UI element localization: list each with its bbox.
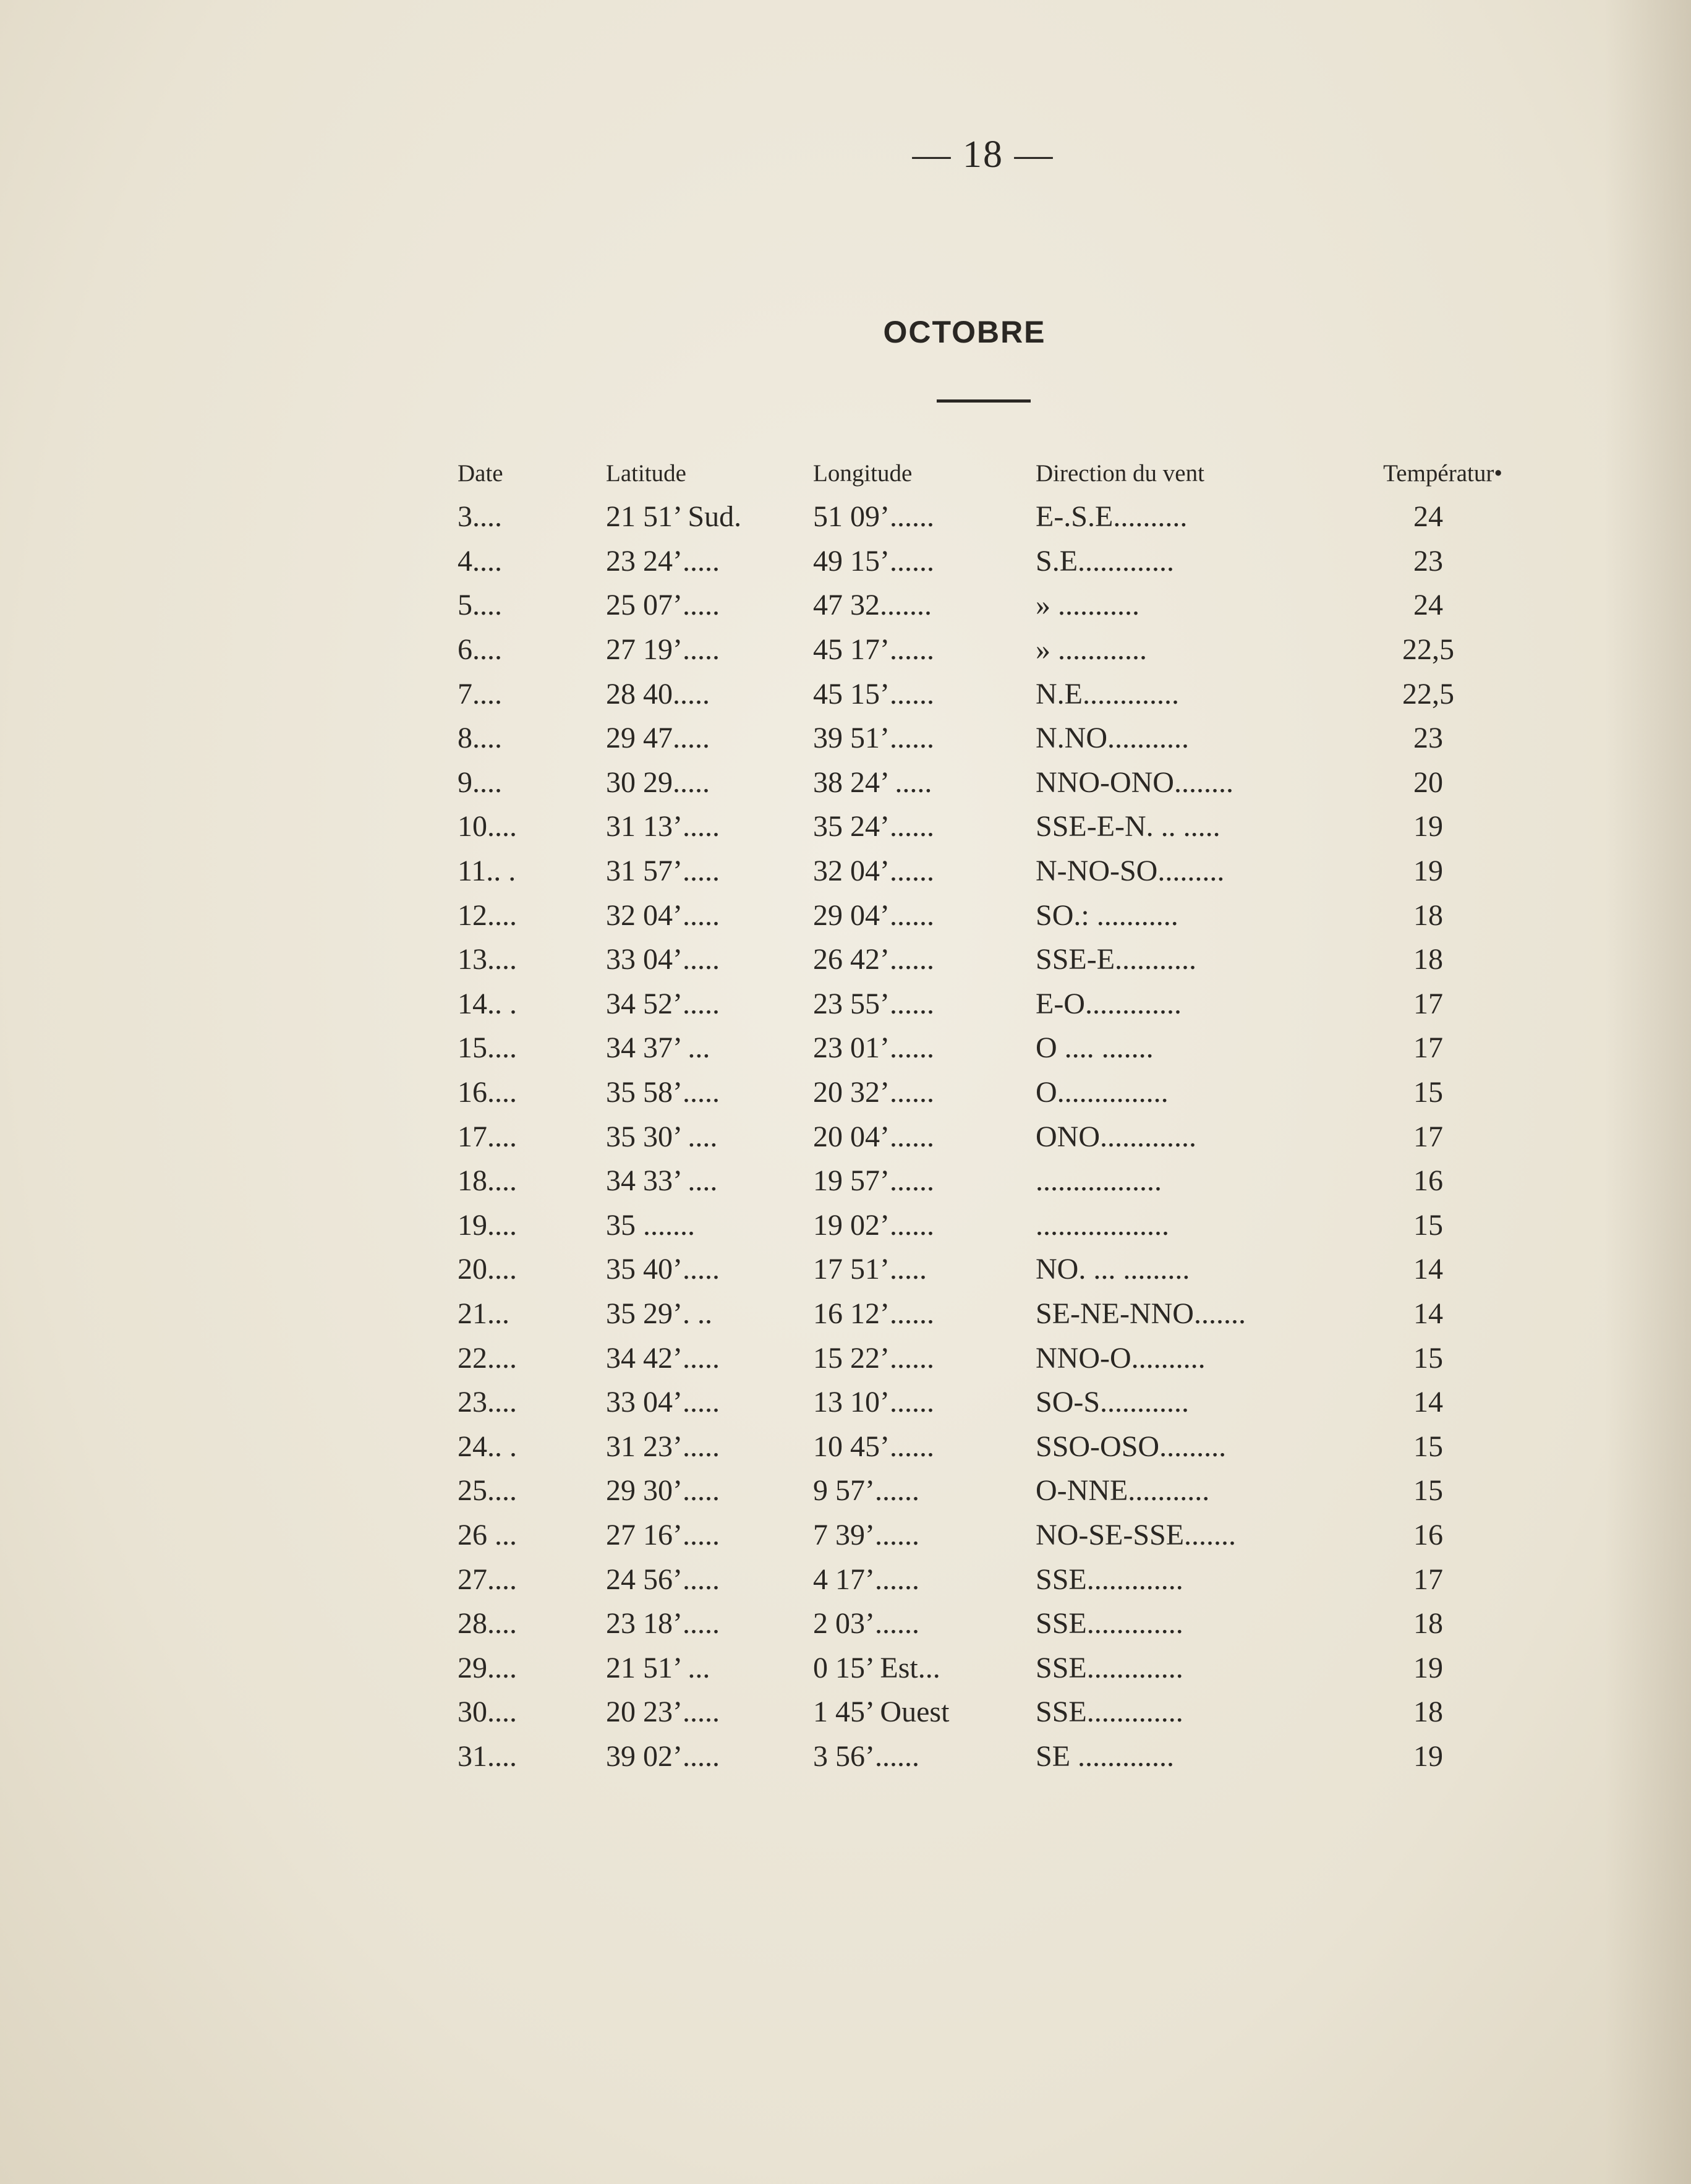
cell-longitude: 2 03’......: [813, 1607, 919, 1640]
table-row: [458, 583, 1502, 628]
cell-latitude: 29 47.....: [606, 722, 710, 755]
cell-latitude: 35 30’ ....: [606, 1120, 718, 1153]
cell-latitude: 35 58’.....: [606, 1076, 720, 1109]
cell-latitude: 28 40.....: [606, 677, 710, 710]
cell-wind-direction: » ............: [1036, 633, 1147, 667]
cell-latitude: 33 04’.....: [606, 1386, 720, 1419]
cell-longitude: 9 57’......: [813, 1474, 919, 1508]
header-temperature: Températur•: [1383, 459, 1502, 487]
cell-wind-direction: .................: [1036, 1164, 1162, 1198]
header-longitude: Longitude: [813, 459, 913, 487]
cell-latitude: 20 23’.....: [606, 1696, 720, 1729]
cell-temperature: 16: [1413, 1164, 1443, 1198]
cell-wind-direction: SSO-OSO.........: [1036, 1430, 1227, 1463]
cell-latitude: 31 13’.....: [606, 810, 720, 843]
cell-latitude: 21 51’ Sud.: [606, 500, 742, 534]
cell-wind-direction: NNO-O..........: [1036, 1341, 1206, 1375]
cell-temperature: 23: [1413, 722, 1443, 755]
cell-wind-direction: SO.: ...........: [1036, 898, 1178, 932]
cell-date: 12....: [458, 898, 517, 932]
cell-wind-direction: » ...........: [1036, 589, 1139, 622]
table-row: [458, 1247, 1502, 1292]
cell-temperature: 15: [1413, 1341, 1443, 1375]
cell-wind-direction: NO-SE-SSE.......: [1036, 1518, 1237, 1551]
cell-date: 9....: [458, 766, 502, 799]
cell-longitude: 20 32’......: [813, 1076, 934, 1109]
cell-longitude: 3 56’......: [813, 1739, 919, 1773]
cell-temperature: 24: [1413, 500, 1443, 534]
cell-date: 4....: [458, 544, 502, 578]
cell-latitude: 31 23’.....: [606, 1430, 720, 1463]
header-latitude: Latitude: [606, 459, 686, 487]
cell-temperature: 14: [1413, 1253, 1443, 1286]
cell-date: 10....: [458, 810, 517, 843]
cell-temperature: 18: [1413, 1696, 1443, 1729]
cell-longitude: 0 15’ Est...: [813, 1651, 940, 1684]
table-row: [458, 1690, 1502, 1734]
cell-wind-direction: N-NO-SO.........: [1036, 855, 1225, 888]
cell-latitude: 29 30’.....: [606, 1474, 720, 1508]
cell-latitude: 31 57’.....: [606, 855, 720, 888]
cell-wind-direction: NO. ... .........: [1036, 1253, 1190, 1286]
cell-wind-direction: SSE-E-N. .. .....: [1036, 810, 1220, 843]
table-row: [458, 761, 1502, 805]
cell-longitude: 1 45’ Ouest: [813, 1696, 950, 1729]
cell-temperature: 19: [1413, 1739, 1443, 1773]
cell-wind-direction: N.NO...........: [1036, 722, 1189, 755]
cell-date: 3....: [458, 500, 502, 534]
cell-date: 8....: [458, 722, 502, 755]
cell-latitude: 30 29.....: [606, 766, 710, 799]
cell-date: 7....: [458, 677, 502, 710]
cell-longitude: 35 24’......: [813, 810, 934, 843]
cell-temperature: 23: [1413, 544, 1443, 578]
table-row: [458, 1026, 1502, 1070]
cell-wind-direction: E-.S.E..........: [1036, 500, 1188, 534]
cell-latitude: 24 56’.....: [606, 1563, 720, 1596]
cell-temperature: 16: [1413, 1518, 1443, 1551]
cell-longitude: 51 09’......: [813, 500, 934, 534]
cell-temperature: 18: [1413, 943, 1443, 976]
cell-temperature: 15: [1413, 1208, 1443, 1242]
cell-latitude: 34 42’.....: [606, 1341, 720, 1375]
cell-wind-direction: SSE.............: [1036, 1651, 1183, 1684]
title-underline: [937, 399, 1031, 403]
cell-longitude: 39 51’......: [813, 722, 934, 755]
cell-date: 20....: [458, 1253, 517, 1286]
cell-longitude: 29 04’......: [813, 898, 934, 932]
cell-latitude: 35 40’.....: [606, 1253, 720, 1286]
table-row: [458, 937, 1502, 982]
table-row: [458, 1734, 1502, 1779]
table-row: [458, 1602, 1502, 1646]
cell-date: 5....: [458, 589, 502, 622]
cell-latitude: 34 33’ ....: [606, 1164, 718, 1198]
cell-wind-direction: O...............: [1036, 1076, 1169, 1109]
header-wind-direction: Direction du vent: [1036, 459, 1204, 487]
cell-date: 31....: [458, 1739, 517, 1773]
table-row: [458, 1070, 1502, 1115]
table-row: [458, 495, 1502, 539]
cell-longitude: 49 15’......: [813, 544, 934, 578]
cell-longitude: 23 55’......: [813, 987, 934, 1020]
cell-latitude: 21 51’ ...: [606, 1651, 710, 1684]
cell-longitude: 32 04’......: [813, 855, 934, 888]
cell-latitude: 23 18’.....: [606, 1607, 720, 1640]
cell-date: 15....: [458, 1031, 517, 1065]
cell-date: 16....: [458, 1076, 517, 1109]
table-row: [458, 849, 1502, 894]
page-number: — 18 —: [912, 134, 1054, 176]
cell-latitude: 25 07’.....: [606, 589, 720, 622]
cell-longitude: 7 39’......: [813, 1518, 919, 1551]
cell-temperature: 19: [1413, 1651, 1443, 1684]
table-row: [458, 539, 1502, 584]
cell-date: 28....: [458, 1607, 517, 1640]
table-row: [458, 1513, 1502, 1558]
cell-temperature: 22,5: [1402, 677, 1454, 710]
cell-latitude: 32 04’.....: [606, 898, 720, 932]
cell-wind-direction: S.E.............: [1036, 544, 1175, 578]
cell-date: 22....: [458, 1341, 517, 1375]
cell-temperature: 17: [1413, 987, 1443, 1020]
cell-longitude: 47 32.......: [813, 589, 932, 622]
cell-wind-direction: SSE.............: [1036, 1607, 1183, 1640]
table-row: [458, 1159, 1502, 1203]
cell-latitude: 39 02’.....: [606, 1739, 720, 1773]
table-row: [458, 1469, 1502, 1513]
cell-wind-direction: SSE-E...........: [1036, 943, 1197, 976]
cell-latitude: 33 04’.....: [606, 943, 720, 976]
cell-wind-direction: O-NNE...........: [1036, 1474, 1210, 1508]
cell-temperature: 18: [1413, 898, 1443, 932]
cell-wind-direction: SSE.............: [1036, 1563, 1183, 1596]
table-row: [458, 1203, 1502, 1248]
cell-temperature: 22,5: [1402, 633, 1454, 667]
cell-longitude: 16 12’......: [813, 1297, 934, 1330]
cell-temperature: 15: [1413, 1474, 1443, 1508]
table-row: [458, 1292, 1502, 1336]
cell-temperature: 20: [1413, 766, 1443, 799]
cell-latitude: 35 .......: [606, 1208, 695, 1242]
cell-wind-direction: N.E.............: [1036, 677, 1179, 710]
table-row: [458, 1380, 1502, 1425]
cell-date: 6....: [458, 633, 502, 667]
cell-wind-direction: ..................: [1036, 1208, 1169, 1242]
cell-longitude: 20 04’......: [813, 1120, 934, 1153]
section-title: OCTOBRE: [883, 315, 1046, 349]
cell-date: 25....: [458, 1474, 517, 1508]
cell-date: 21...: [458, 1297, 509, 1330]
cell-temperature: 17: [1413, 1563, 1443, 1596]
table-row: [458, 982, 1502, 1026]
cell-temperature: 17: [1413, 1120, 1443, 1153]
cell-latitude: 27 16’.....: [606, 1518, 720, 1551]
cell-wind-direction: NNO-ONO........: [1036, 766, 1233, 799]
table-row: [458, 1424, 1502, 1469]
cell-wind-direction: E-O.............: [1036, 987, 1182, 1020]
cell-longitude: 45 17’......: [813, 633, 934, 667]
cell-temperature: 14: [1413, 1386, 1443, 1419]
cell-temperature: 18: [1413, 1607, 1443, 1640]
cell-wind-direction: SE-NE-NNO.......: [1036, 1297, 1246, 1330]
cell-latitude: 23 24’.....: [606, 544, 720, 578]
cell-longitude: 45 15’......: [813, 677, 934, 710]
cell-latitude: 35 29’. ..: [606, 1297, 712, 1330]
cell-wind-direction: O .... .......: [1036, 1031, 1154, 1065]
table-row: [458, 1557, 1502, 1602]
table-row: [458, 1645, 1502, 1690]
cell-date: 13....: [458, 943, 517, 976]
cell-date: 26 ...: [458, 1518, 517, 1551]
cell-temperature: 14: [1413, 1297, 1443, 1330]
cell-date: 18....: [458, 1164, 517, 1198]
cell-latitude: 34 37’ ...: [606, 1031, 710, 1065]
cell-longitude: 26 42’......: [813, 943, 934, 976]
cell-temperature: 24: [1413, 589, 1443, 622]
cell-longitude: 4 17’......: [813, 1563, 919, 1596]
cell-longitude: 38 24’ .....: [813, 766, 932, 799]
table-header-row: [458, 451, 1502, 495]
cell-date: 23....: [458, 1386, 517, 1419]
header-date: Date: [458, 459, 503, 487]
table-row: [458, 1336, 1502, 1380]
cell-wind-direction: SE .............: [1036, 1739, 1175, 1773]
cell-temperature: 15: [1413, 1430, 1443, 1463]
cell-longitude: 19 57’......: [813, 1164, 934, 1198]
table-body: [458, 495, 1502, 1778]
cell-temperature: 15: [1413, 1076, 1443, 1109]
table-row: [458, 628, 1502, 672]
cell-longitude: 19 02’......: [813, 1208, 934, 1242]
cell-date: 17....: [458, 1120, 517, 1153]
table-row: [458, 1114, 1502, 1159]
weather-log-table: [458, 451, 1502, 1778]
cell-latitude: 27 19’.....: [606, 633, 720, 667]
cell-wind-direction: SO-S............: [1036, 1386, 1190, 1419]
cell-wind-direction: SSE.............: [1036, 1696, 1183, 1729]
cell-date: 14.. .: [458, 987, 517, 1020]
cell-wind-direction: ONO.............: [1036, 1120, 1196, 1153]
table-row: [458, 716, 1502, 761]
table-row: [458, 672, 1502, 716]
cell-date: 11.. .: [458, 855, 516, 888]
cell-date: 27....: [458, 1563, 517, 1596]
cell-longitude: 23 01’......: [813, 1031, 934, 1065]
cell-date: 24.. .: [458, 1430, 517, 1463]
table-row: [458, 804, 1502, 849]
cell-latitude: 34 52’.....: [606, 987, 720, 1020]
cell-temperature: 19: [1413, 810, 1443, 843]
cell-longitude: 10 45’......: [813, 1430, 934, 1463]
cell-temperature: 19: [1413, 855, 1443, 888]
cell-date: 29....: [458, 1651, 517, 1684]
cell-longitude: 17 51’.....: [813, 1253, 927, 1286]
table-row: [458, 893, 1502, 937]
cell-date: 19....: [458, 1208, 517, 1242]
cell-date: 30....: [458, 1696, 517, 1729]
cell-temperature: 17: [1413, 1031, 1443, 1065]
cell-longitude: 15 22’......: [813, 1341, 934, 1375]
cell-longitude: 13 10’......: [813, 1386, 934, 1419]
